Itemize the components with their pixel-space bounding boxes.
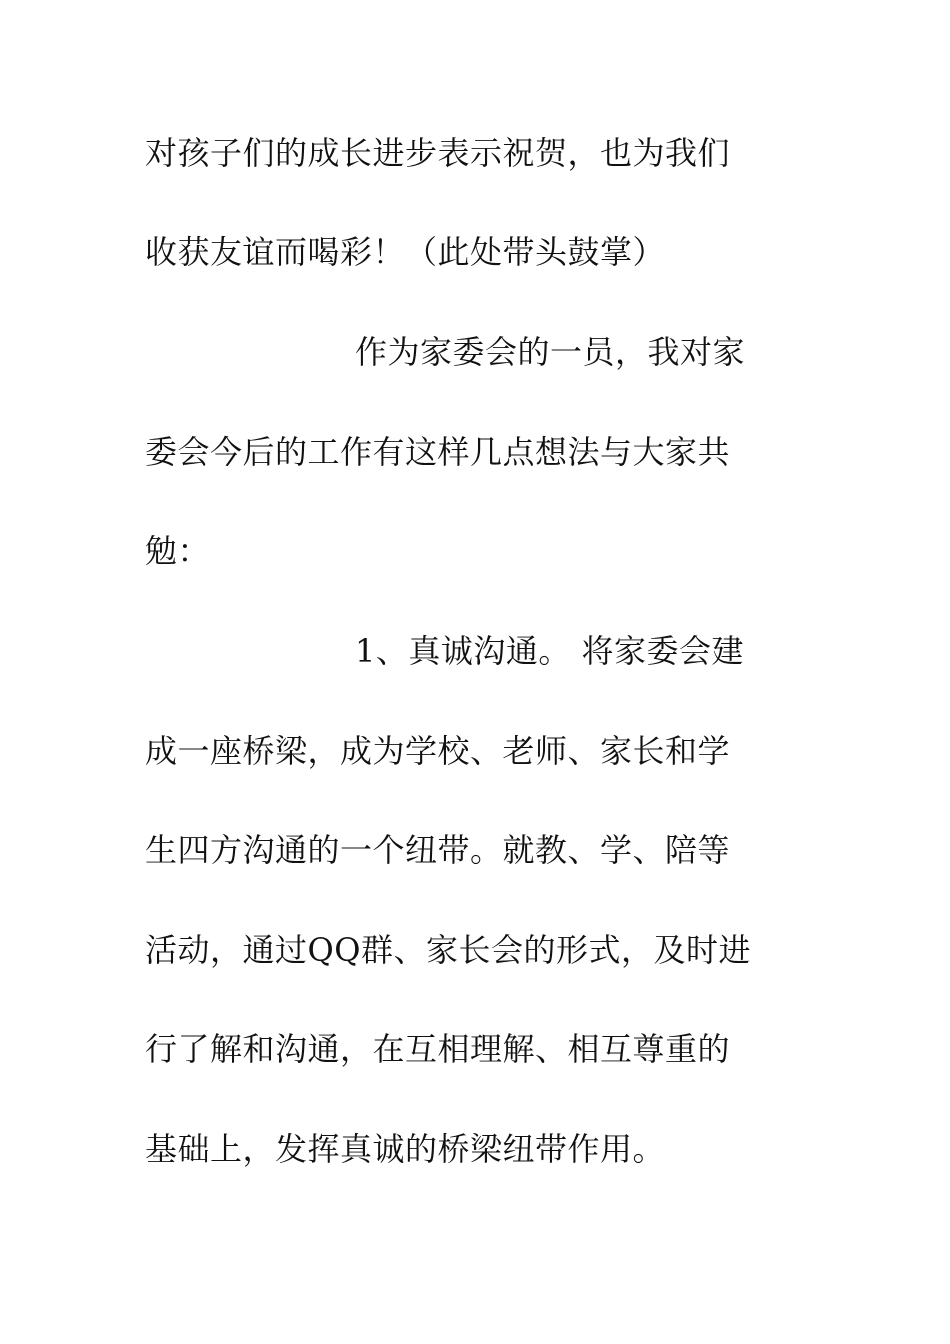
text-line-11: 基础上，发挥真诚的桥梁纽带作用。 bbox=[145, 1130, 666, 1168]
text-line-3: 作为家委会的一员，我对家 bbox=[355, 333, 746, 371]
text-line-2: 收获友谊而喝彩！（此处带头鼓掌） bbox=[145, 233, 666, 271]
text-line-4: 委会今后的工作有这样几点想法与大家共 bbox=[145, 433, 731, 471]
text-line-1: 对孩子们的成长进步表示祝贺，也为我们 bbox=[145, 134, 731, 172]
text-line-8: 生四方沟通的一个纽带。就教、学、陪等 bbox=[145, 831, 731, 869]
text-line-5: 勉： bbox=[145, 532, 211, 570]
text-line-6: 1、真诚沟通。 将家委会建 bbox=[355, 632, 745, 670]
text-line-7: 成一座桥梁，成为学校、老师、家长和学 bbox=[145, 732, 731, 770]
text-line-10: 行了解和沟通，在互相理解、相互尊重的 bbox=[145, 1030, 731, 1068]
text-line-9: 活动，通过QQ群、家长会的形式，及时进 bbox=[145, 931, 751, 969]
